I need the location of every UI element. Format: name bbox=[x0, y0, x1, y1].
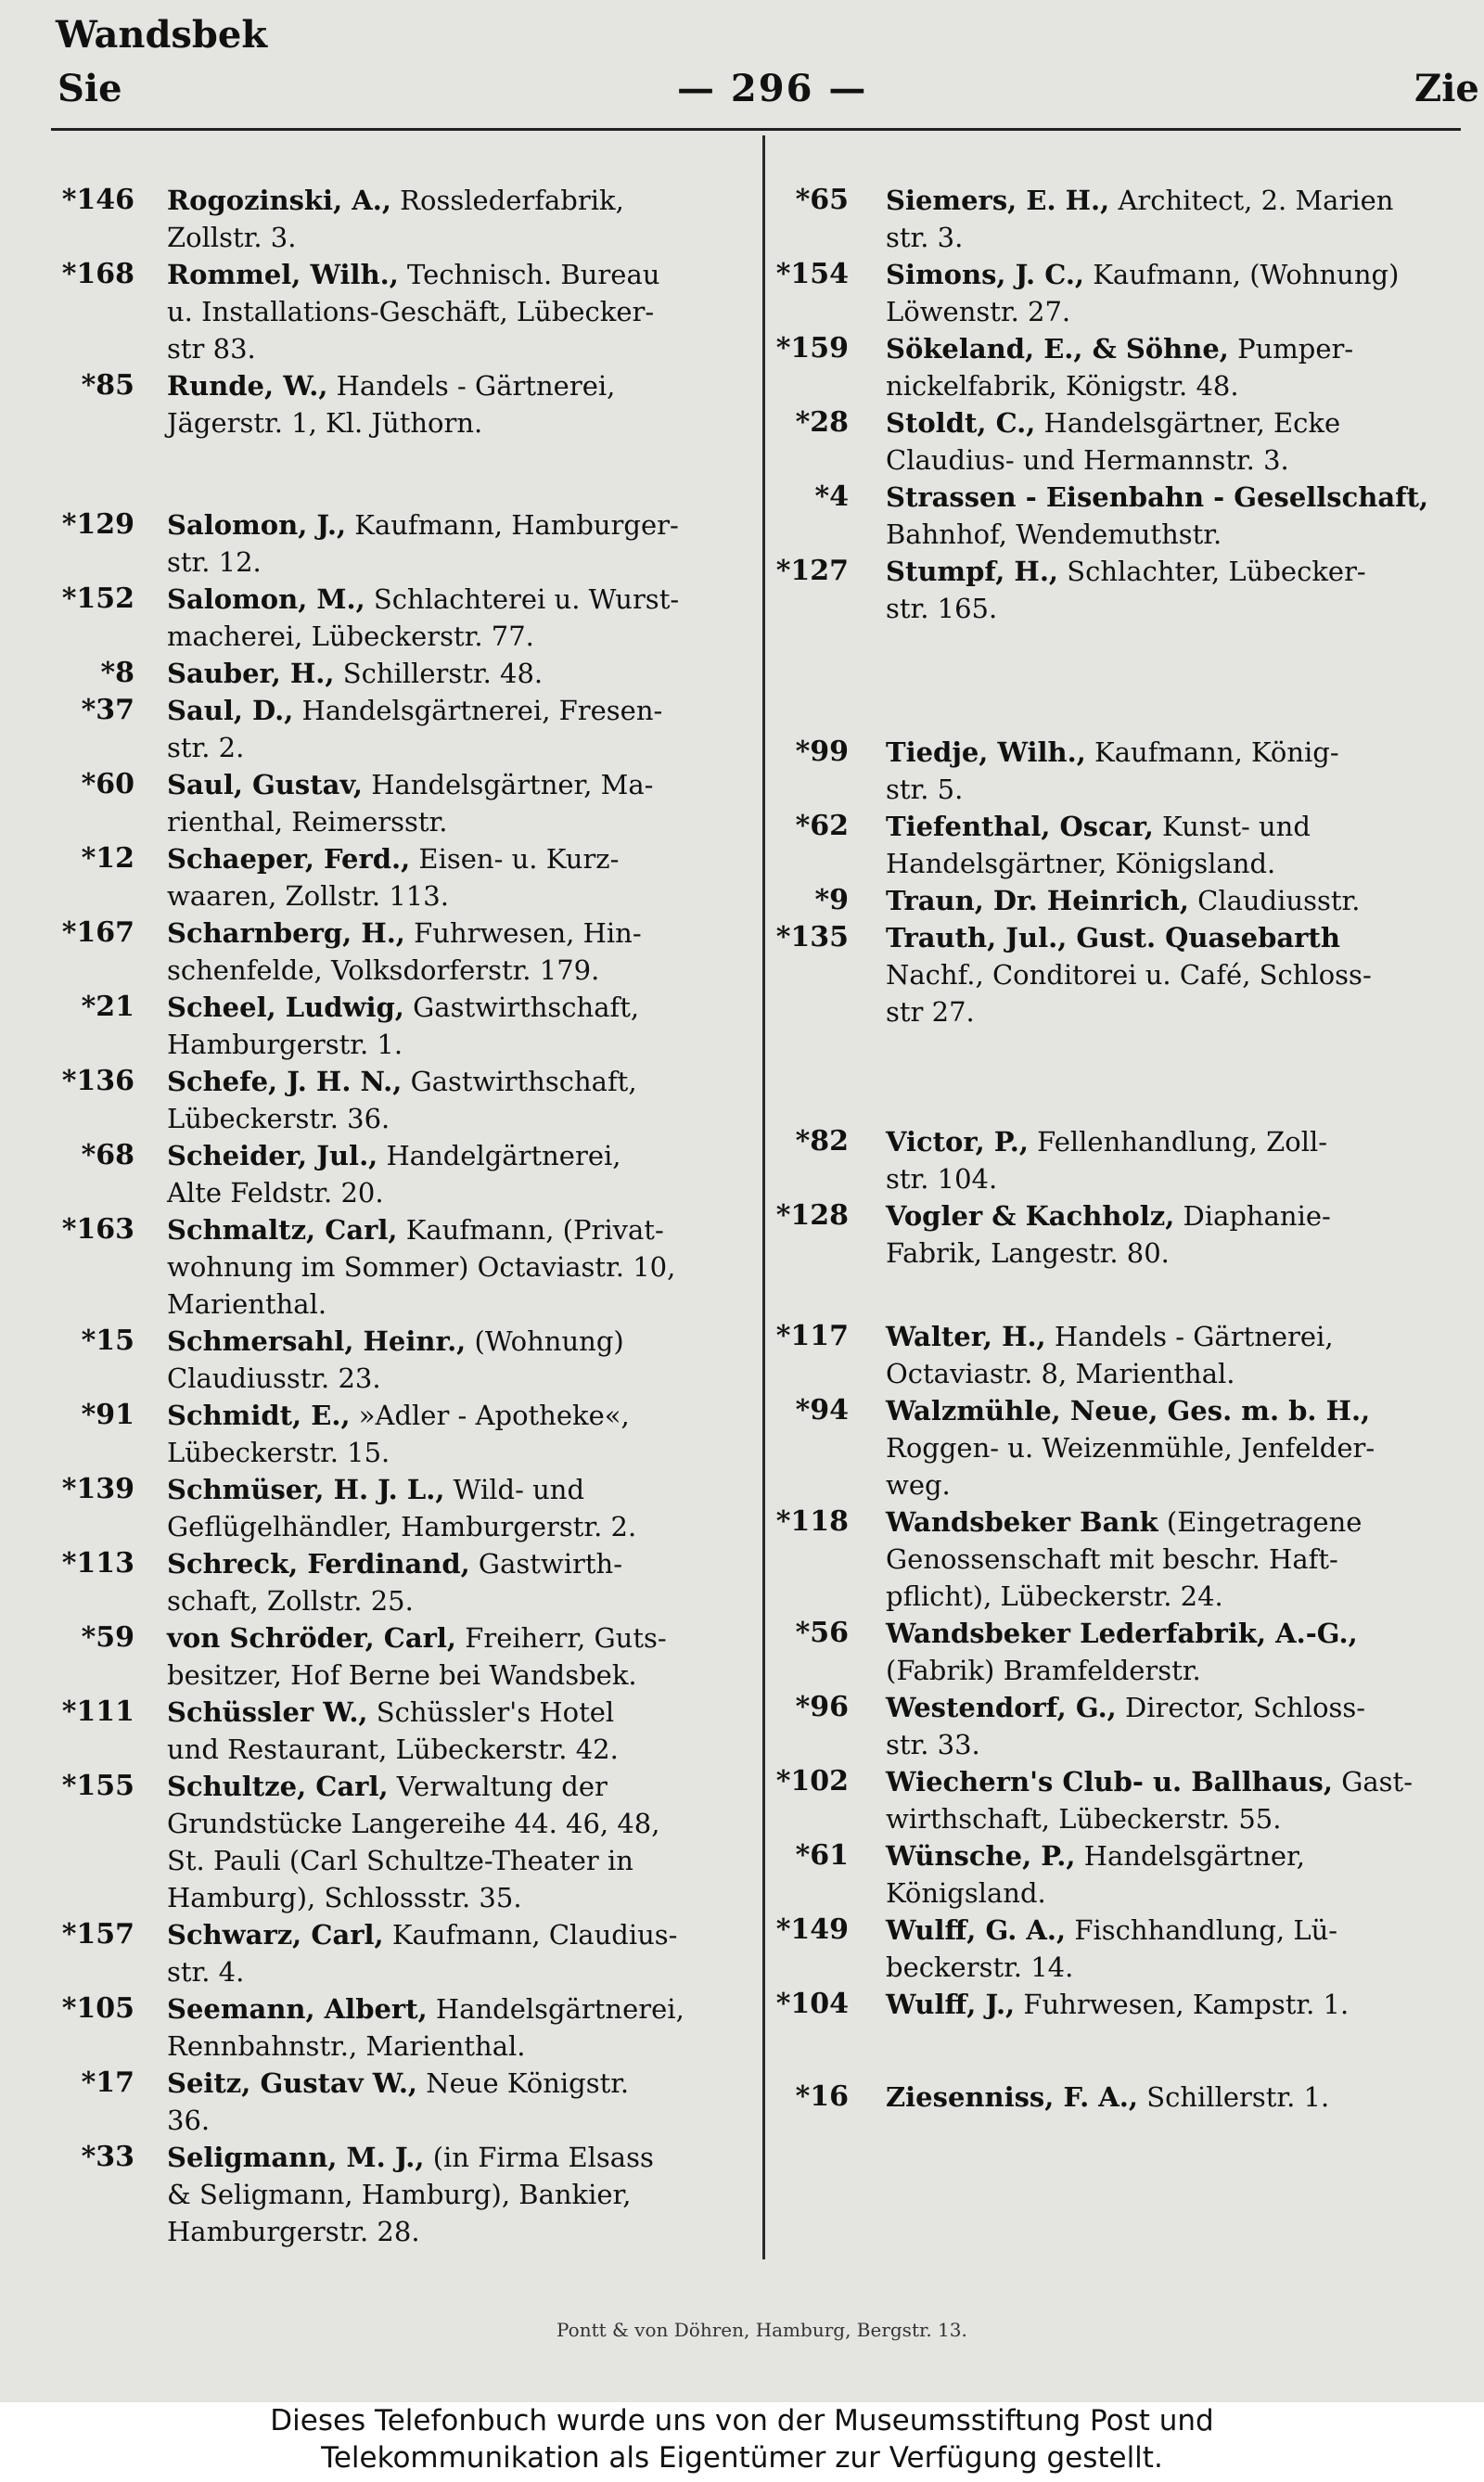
entry-line bbox=[886, 1615, 1358, 1652]
entry-line bbox=[886, 330, 1353, 367]
entry-line bbox=[886, 1541, 1338, 1578]
entry-details: Fabrik, Langestr. 80. bbox=[886, 1237, 1170, 1269]
entry-details: Alte Feldstr. 20. bbox=[167, 1177, 384, 1209]
entry-details: Kaufmann, König- bbox=[1085, 736, 1339, 768]
subscriber-name: Salomon, M., bbox=[167, 583, 365, 615]
entry-line bbox=[167, 1100, 390, 1137]
phone-number: *61 bbox=[795, 1839, 849, 1872]
entry-details: Geflügelhändler, Hamburgerstr. 2. bbox=[167, 1511, 637, 1542]
phone-number: *94 bbox=[795, 1394, 849, 1427]
entry-line bbox=[167, 1434, 390, 1471]
entry-details: Claudiusstr. bbox=[1188, 885, 1361, 916]
left-range-label: Sie bbox=[58, 67, 122, 110]
subscriber-name: Scharnberg, H., bbox=[167, 917, 405, 949]
phone-number: *17 bbox=[81, 2066, 134, 2099]
entry-line bbox=[167, 404, 482, 441]
notice-line-2: Telekommunikation als Eigentümer zur Verfügung gestellt. bbox=[321, 2441, 1163, 2475]
entry-line bbox=[886, 1318, 1334, 1355]
entry-details: Lübeckerstr. 36. bbox=[167, 1103, 390, 1134]
subscriber-name: Seemann, Albert, bbox=[167, 1993, 428, 2025]
entry-details: waaren, Zollstr. 113. bbox=[167, 880, 449, 912]
phone-number: *128 bbox=[775, 1199, 849, 1232]
entry-details: (Eingetragene bbox=[1158, 1506, 1362, 1538]
entry-details: Schüssler's Hotel bbox=[367, 1696, 615, 1728]
phone-number: *68 bbox=[81, 1139, 134, 1171]
entry-details: Königsland. bbox=[886, 1877, 1046, 1909]
phone-number: *152 bbox=[61, 582, 134, 615]
entry-details: Handelsgärtner, Ma- bbox=[362, 769, 654, 800]
entry-line bbox=[167, 1694, 614, 1731]
entry-details: Hamburg), Schlossstr. 35. bbox=[167, 1882, 522, 1913]
subscriber-name: Salomon, J., bbox=[167, 509, 347, 541]
entry-details: Eisen- u. Kurz- bbox=[410, 843, 620, 875]
subscriber-name: Siemers, E. H., bbox=[886, 185, 1110, 216]
entry-details: Handelsgärtner, bbox=[1075, 1840, 1305, 1872]
entry-details: Hamburgerstr. 28. bbox=[167, 2216, 420, 2247]
entry-line bbox=[167, 1137, 620, 1174]
entry-line bbox=[167, 1768, 608, 1805]
subscriber-name: Vogler & Kachholz, bbox=[886, 1200, 1175, 1232]
entry-line bbox=[886, 808, 1311, 845]
entry-details: Schillerstr. 1. bbox=[1138, 2081, 1330, 2113]
entry-details: Genossenschaft mit beschr. Haft- bbox=[886, 1543, 1338, 1575]
subscriber-name: Strassen - Eisenbahn - Gesellschaft, bbox=[886, 481, 1429, 513]
entry-line bbox=[167, 2139, 654, 2176]
entry-line bbox=[167, 1397, 630, 1434]
entry-line bbox=[167, 655, 543, 692]
entry-line bbox=[167, 1286, 326, 1323]
entry-line bbox=[167, 2176, 631, 2213]
entry-line bbox=[167, 330, 256, 367]
entry-line bbox=[167, 1248, 675, 1286]
entry-line bbox=[167, 1582, 414, 1619]
entry-details: Nachf., Conditorei u. Café, Schloss- bbox=[886, 959, 1372, 991]
entry-line bbox=[886, 734, 1339, 771]
subscriber-name: Sökeland, E., & Söhne, bbox=[886, 333, 1229, 365]
phone-number: *129 bbox=[61, 508, 134, 541]
subscriber-name: Tiefenthal, Oscar, bbox=[886, 811, 1154, 842]
entry-details: Fuhrwesen, Hin- bbox=[404, 917, 642, 949]
entry-line bbox=[167, 182, 624, 219]
entry-details: str. 33. bbox=[886, 1729, 980, 1760]
entry-line bbox=[886, 1578, 1223, 1615]
subscriber-name: Traun, Dr. Heinrich, bbox=[886, 885, 1189, 916]
phone-number: *113 bbox=[61, 1547, 134, 1580]
entry-details: Grundstücke Langereihe 44. 46, 48, bbox=[167, 1808, 660, 1839]
entry-details: Freiherr, Guts- bbox=[456, 1622, 667, 1654]
entry-line bbox=[167, 915, 642, 952]
entry-details: Schlachterei u. Wurst- bbox=[365, 583, 680, 615]
entry-details: str. 165. bbox=[886, 593, 998, 624]
entry-details: str. 3. bbox=[886, 222, 964, 253]
entry-details: Claudiusstr. 23. bbox=[167, 1363, 381, 1394]
entry-details: Rennbahnstr., Marienthal. bbox=[167, 2030, 526, 2062]
entry-line bbox=[886, 479, 1428, 516]
subscriber-name: Saul, Gustav, bbox=[167, 769, 363, 800]
entry-details: Handelsgärtner, Ecke bbox=[1035, 407, 1341, 439]
entry-details: Neue Königstr. bbox=[417, 2067, 630, 2099]
entry-line bbox=[886, 441, 1289, 479]
entry-line bbox=[886, 590, 997, 627]
phone-number: *56 bbox=[795, 1617, 849, 1649]
entry-line bbox=[886, 293, 1070, 330]
entry-line bbox=[167, 293, 654, 330]
entry-line bbox=[886, 1800, 1281, 1837]
subscriber-name: Schreck, Ferdinand, bbox=[167, 1548, 470, 1580]
entry-details: Architect, 2. Marien bbox=[1109, 185, 1394, 216]
subscriber-name: Wandsbeker Lederfabrik, A.-G., bbox=[886, 1618, 1358, 1649]
entry-line bbox=[167, 544, 262, 581]
entry-details: nickelfabrik, Königstr. 48. bbox=[886, 370, 1239, 402]
entry-details: Gastwirth- bbox=[469, 1548, 623, 1580]
phone-number: *154 bbox=[775, 258, 849, 290]
entry-line bbox=[886, 553, 1366, 590]
subscriber-name: Rommel, Wilh., bbox=[167, 259, 399, 290]
entry-line bbox=[167, 877, 449, 915]
entry-line bbox=[886, 771, 963, 808]
entry-line bbox=[886, 993, 975, 1030]
subscriber-name: Scheider, Jul., bbox=[167, 1140, 378, 1171]
entry-details: Roggen- u. Weizenmühle, Jenfelder- bbox=[886, 1432, 1375, 1464]
entry-details: str 83. bbox=[167, 333, 256, 365]
entry-line bbox=[167, 2213, 420, 2250]
phone-number: *117 bbox=[775, 1320, 849, 1352]
entry-details: Kaufmann, (Privat- bbox=[397, 1214, 664, 1246]
subscriber-name: Wulff, J., bbox=[886, 1989, 1016, 2020]
entry-line bbox=[167, 581, 679, 618]
phone-number: *21 bbox=[81, 991, 134, 1023]
entry-details: macherei, Lübeckerstr. 77. bbox=[167, 620, 534, 652]
entry-details: Wild- und bbox=[444, 1474, 585, 1505]
entry-line bbox=[886, 882, 1360, 919]
phone-number: *105 bbox=[61, 1992, 134, 2025]
subscriber-name: Seligmann, M. J., bbox=[167, 2142, 425, 2173]
entry-line bbox=[167, 1323, 624, 1360]
phone-number: *16 bbox=[795, 2080, 849, 2113]
entry-details: Technisch. Bureau bbox=[398, 259, 660, 290]
right-range-label: Zie bbox=[1414, 67, 1479, 110]
subscriber-name: Seitz, Gustav W., bbox=[167, 2067, 418, 2099]
subscriber-name: Schefe, J. H. N., bbox=[167, 1066, 403, 1097]
phone-number: *127 bbox=[775, 555, 849, 587]
subscriber-name: Schüssler W., bbox=[167, 1696, 368, 1728]
entry-details: pflicht), Lübeckerstr. 24. bbox=[886, 1580, 1223, 1612]
phone-number: *15 bbox=[81, 1324, 134, 1357]
phone-number: *104 bbox=[775, 1988, 849, 2020]
entry-line bbox=[167, 1657, 637, 1694]
phone-number: *136 bbox=[61, 1065, 134, 1097]
entry-line bbox=[886, 219, 963, 256]
entry-line bbox=[167, 2065, 629, 2102]
subscriber-name: Wulff, G. A., bbox=[886, 1914, 1067, 1946]
phone-number: *37 bbox=[81, 694, 134, 726]
entry-details: Pumper- bbox=[1228, 333, 1354, 365]
page-number: — 296 — bbox=[677, 67, 868, 110]
phone-number: *168 bbox=[61, 258, 134, 290]
entry-line bbox=[167, 2102, 210, 2139]
subscriber-name: Wünsche, P., bbox=[886, 1840, 1076, 1872]
subscriber-name: Walzmühle, Neue, Ges. m. b. H., bbox=[886, 1395, 1371, 1427]
entry-details: besitzer, Hof Berne bei Wandsbek. bbox=[167, 1659, 637, 1691]
entry-details: u. Installations-Geschäft, Lübecker- bbox=[167, 296, 655, 327]
entry-line bbox=[886, 1652, 1201, 1689]
notice-line-1: Dieses Telefonbuch wurde uns von der Museumsstiftung Post und bbox=[270, 2404, 1214, 2437]
entry-details: Gast- bbox=[1332, 1766, 1413, 1798]
entry-details: rienthal, Reimersstr. bbox=[167, 806, 448, 838]
subscriber-name: Schmersahl, Heinr., bbox=[167, 1325, 467, 1357]
entry-line bbox=[167, 803, 447, 840]
entry-details: Kunst- und bbox=[1153, 811, 1311, 842]
phone-number: *159 bbox=[775, 332, 849, 365]
phone-number: *157 bbox=[61, 1918, 134, 1951]
phone-number: *167 bbox=[61, 916, 134, 949]
entry-details: Fuhrwesen, Kampstr. 1. bbox=[1015, 1989, 1350, 2020]
entry-line bbox=[167, 1508, 636, 1545]
phone-number: *118 bbox=[775, 1505, 849, 1538]
entry-line bbox=[886, 1689, 1365, 1726]
entry-details: Schlachter, Lübecker- bbox=[1058, 556, 1366, 587]
entry-line bbox=[886, 367, 1239, 404]
entry-line bbox=[167, 256, 659, 293]
entry-line bbox=[167, 1360, 381, 1397]
phone-number: *149 bbox=[775, 1913, 849, 1946]
entry-line bbox=[167, 618, 534, 655]
subscriber-name: Sauber, H., bbox=[167, 658, 335, 689]
subscriber-name: Schaeper, Ferd., bbox=[167, 843, 411, 875]
entry-details: schaft, Zollstr. 25. bbox=[167, 1585, 414, 1617]
subscriber-name: Simons, J. C., bbox=[886, 259, 1085, 290]
phone-number: *12 bbox=[81, 842, 134, 875]
subscriber-name: Tiedje, Wilh., bbox=[886, 736, 1086, 768]
phone-number: *155 bbox=[61, 1770, 134, 1802]
entry-line bbox=[167, 2028, 526, 2065]
entry-details: Fellenhandlung, Zoll- bbox=[1028, 1126, 1328, 1158]
entry-line bbox=[886, 1197, 1331, 1235]
entry-line bbox=[886, 256, 1399, 293]
entry-details: Rosslederfabrik, bbox=[390, 185, 624, 216]
entry-line bbox=[167, 367, 615, 404]
subscriber-name: Westendorf, G., bbox=[886, 1692, 1117, 1723]
entry-line bbox=[167, 1471, 584, 1508]
entry-line bbox=[167, 1990, 684, 2028]
entry-details: Director, Schloss- bbox=[1116, 1692, 1366, 1723]
phone-number: *146 bbox=[61, 184, 134, 216]
entry-details: Kaufmann, (Wohnung) bbox=[1084, 259, 1400, 290]
subscriber-name: Saul, D., bbox=[167, 695, 294, 726]
entry-line bbox=[886, 182, 1393, 219]
entry-line bbox=[886, 1763, 1413, 1800]
phone-number: *135 bbox=[775, 921, 849, 953]
entry-line bbox=[167, 1063, 637, 1100]
entry-details: (Wohnung) bbox=[466, 1325, 624, 1357]
subscriber-name: Scheel, Ludwig, bbox=[167, 992, 404, 1023]
phone-number: *163 bbox=[61, 1213, 134, 1246]
entry-details: Verwaltung der bbox=[388, 1771, 608, 1802]
entry-details: Gastwirthschaft, bbox=[403, 992, 640, 1023]
subscriber-name: Stumpf, H., bbox=[886, 556, 1059, 587]
entry-line bbox=[886, 1392, 1370, 1429]
entry-line bbox=[167, 1953, 244, 1990]
entry-details: Handels - Gärtnerei, bbox=[327, 370, 616, 402]
entry-line bbox=[167, 840, 619, 877]
phone-number: *91 bbox=[81, 1399, 134, 1431]
entry-details: (Fabrik) Bramfelderstr. bbox=[886, 1655, 1201, 1686]
entry-details: Handelsgärtner, Königsland. bbox=[886, 848, 1276, 879]
phone-number: *4 bbox=[814, 480, 849, 513]
phone-number: *9 bbox=[814, 884, 849, 916]
entry-details: Claudius- und Hermannstr. 3. bbox=[886, 444, 1289, 476]
entry-line bbox=[886, 1355, 1235, 1392]
entry-line bbox=[886, 1986, 1349, 2023]
entry-details: Handels - Gärtnerei, bbox=[1045, 1321, 1334, 1352]
phone-number: *139 bbox=[61, 1473, 134, 1505]
entry-line bbox=[886, 1949, 1073, 1986]
entry-line bbox=[167, 1842, 633, 1879]
phone-number: *60 bbox=[81, 768, 134, 800]
entry-details: St. Pauli (Carl Schultze-Theater in bbox=[167, 1845, 633, 1876]
entry-line bbox=[886, 2079, 1329, 2116]
subscriber-name: Schmaltz, Carl, bbox=[167, 1214, 398, 1246]
entry-details: Hamburgerstr. 1. bbox=[167, 1029, 403, 1060]
entry-details: Zollstr. 3. bbox=[167, 222, 297, 253]
entry-line bbox=[167, 219, 296, 256]
phone-number: *85 bbox=[81, 369, 134, 402]
entry-details: Handelsgärtnerei, Fresen- bbox=[293, 695, 663, 726]
subscriber-name: Trauth, Jul., Gust. Quasebarth bbox=[886, 922, 1340, 953]
entry-line bbox=[167, 1211, 664, 1248]
entry-details: str. 12. bbox=[167, 546, 262, 578]
subscriber-name: Schwarz, Carl, bbox=[167, 1919, 384, 1951]
entry-details: str 27. bbox=[886, 996, 975, 1028]
entry-line bbox=[886, 1726, 980, 1763]
entry-line bbox=[167, 1879, 522, 1916]
header-rule bbox=[51, 128, 1461, 131]
phone-number: *82 bbox=[795, 1125, 849, 1158]
phone-number: *28 bbox=[795, 406, 849, 439]
entry-line bbox=[886, 1837, 1305, 1874]
entry-details: Handelsgärtnerei, bbox=[427, 1993, 684, 2025]
entry-line bbox=[167, 989, 639, 1026]
entry-line bbox=[167, 506, 679, 544]
subscriber-name: Wandsbeker Bank bbox=[886, 1506, 1158, 1538]
subscriber-name: Stoldt, C., bbox=[886, 407, 1036, 439]
phone-number: *96 bbox=[795, 1691, 849, 1723]
entry-details: Kaufmann, Claudius- bbox=[383, 1919, 678, 1951]
city-heading: Wandsbek bbox=[56, 13, 268, 57]
entry-line bbox=[886, 1503, 1362, 1541]
entry-line bbox=[886, 404, 1340, 441]
entry-line bbox=[167, 1805, 659, 1842]
phone-number: *102 bbox=[775, 1765, 849, 1798]
entry-details: Kaufmann, Hamburger- bbox=[346, 509, 679, 541]
subscriber-name: Victor, P., bbox=[886, 1126, 1029, 1158]
entry-details: und Restaurant, Lübeckerstr. 42. bbox=[167, 1734, 619, 1765]
entry-line bbox=[167, 1731, 619, 1768]
entry-details: Jägerstr. 1, Kl. Jüthorn. bbox=[167, 407, 483, 439]
entry-details: Schillerstr. 48. bbox=[334, 658, 544, 689]
entry-line bbox=[167, 1619, 667, 1657]
subscriber-name: Schmidt, E., bbox=[167, 1400, 351, 1431]
entry-details: Bahnhof, Wendemuthstr. bbox=[886, 518, 1222, 550]
entry-details: 36. bbox=[167, 2105, 211, 2136]
phone-number: *33 bbox=[81, 2141, 134, 2173]
subscriber-name: Runde, W., bbox=[167, 370, 328, 402]
entry-details: Marienthal. bbox=[167, 1288, 327, 1320]
subscriber-name: Ziesenniss, F. A., bbox=[886, 2081, 1139, 2113]
entry-line bbox=[886, 1429, 1375, 1466]
entry-line bbox=[167, 1026, 403, 1063]
entry-line bbox=[886, 516, 1222, 553]
phone-number: *59 bbox=[81, 1621, 134, 1654]
entry-details: schenfelde, Volksdorferstr. 179. bbox=[167, 954, 600, 986]
entry-details: & Seligmann, Hamburg), Bankier, bbox=[167, 2179, 632, 2210]
entry-details: Gastwirthschaft, bbox=[402, 1066, 637, 1097]
entry-details: (in Firma Elsass bbox=[424, 2142, 654, 2173]
entry-details: Fischhandlung, Lü- bbox=[1066, 1914, 1338, 1946]
subscriber-name: von Schröder, Carl, bbox=[167, 1622, 457, 1654]
entry-details: wirthschaft, Lübeckerstr. 55. bbox=[886, 1803, 1282, 1835]
entry-line bbox=[886, 845, 1275, 882]
entry-line bbox=[886, 1874, 1046, 1912]
phone-number: *65 bbox=[795, 184, 849, 216]
entry-line bbox=[167, 952, 599, 989]
entry-line bbox=[167, 766, 653, 803]
entry-details: beckerstr. 14. bbox=[886, 1951, 1074, 1983]
entry-details: Handelgärtnerei, bbox=[377, 1140, 621, 1171]
entry-line bbox=[886, 1466, 951, 1503]
subscriber-name: Rogozinski, A., bbox=[167, 185, 391, 216]
entry-details: Diaphanie- bbox=[1174, 1200, 1331, 1232]
entry-details: »Adler - Apotheke«, bbox=[350, 1400, 630, 1431]
entry-line bbox=[886, 956, 1372, 993]
entry-line bbox=[886, 1160, 997, 1197]
entry-details: Lübeckerstr. 15. bbox=[167, 1437, 390, 1468]
phone-number: *8 bbox=[100, 657, 134, 689]
subscriber-name: Wiechern's Club- u. Ballhaus, bbox=[886, 1766, 1333, 1798]
entry-details: weg. bbox=[886, 1469, 951, 1501]
entry-details: str. 5. bbox=[886, 774, 964, 805]
ownership-notice bbox=[0, 2402, 1484, 2482]
phone-number: *99 bbox=[795, 736, 849, 768]
entry-details: str. 4. bbox=[167, 1956, 245, 1988]
entry-line bbox=[167, 692, 662, 729]
entry-line bbox=[167, 1174, 384, 1211]
entry-line bbox=[886, 1912, 1337, 1949]
entry-details: str. 2. bbox=[167, 732, 245, 763]
subscriber-name: Walter, H., bbox=[886, 1321, 1046, 1352]
subscriber-name: Schultze, Carl, bbox=[167, 1771, 389, 1802]
phone-number: *62 bbox=[795, 810, 849, 842]
entry-details: Löwenstr. 27. bbox=[886, 296, 1071, 327]
entry-line bbox=[886, 1123, 1327, 1160]
entry-line bbox=[167, 1545, 622, 1582]
entry-line bbox=[167, 729, 244, 766]
printer-imprint: Pontt & von Döhren, Hamburg, Bergstr. 13. bbox=[556, 2319, 967, 2341]
subscriber-name: Schmüser, H. J. L., bbox=[167, 1474, 445, 1505]
entry-details: Octaviastr. 8, Marienthal. bbox=[886, 1358, 1235, 1389]
entry-details: wohnung im Sommer) Octaviastr. 10, bbox=[167, 1251, 676, 1283]
entry-line bbox=[167, 1916, 677, 1953]
entry-details: str. 104. bbox=[886, 1163, 998, 1195]
entry-line bbox=[886, 919, 1340, 956]
entry-line bbox=[886, 1235, 1170, 1272]
phone-number: *111 bbox=[61, 1695, 134, 1728]
